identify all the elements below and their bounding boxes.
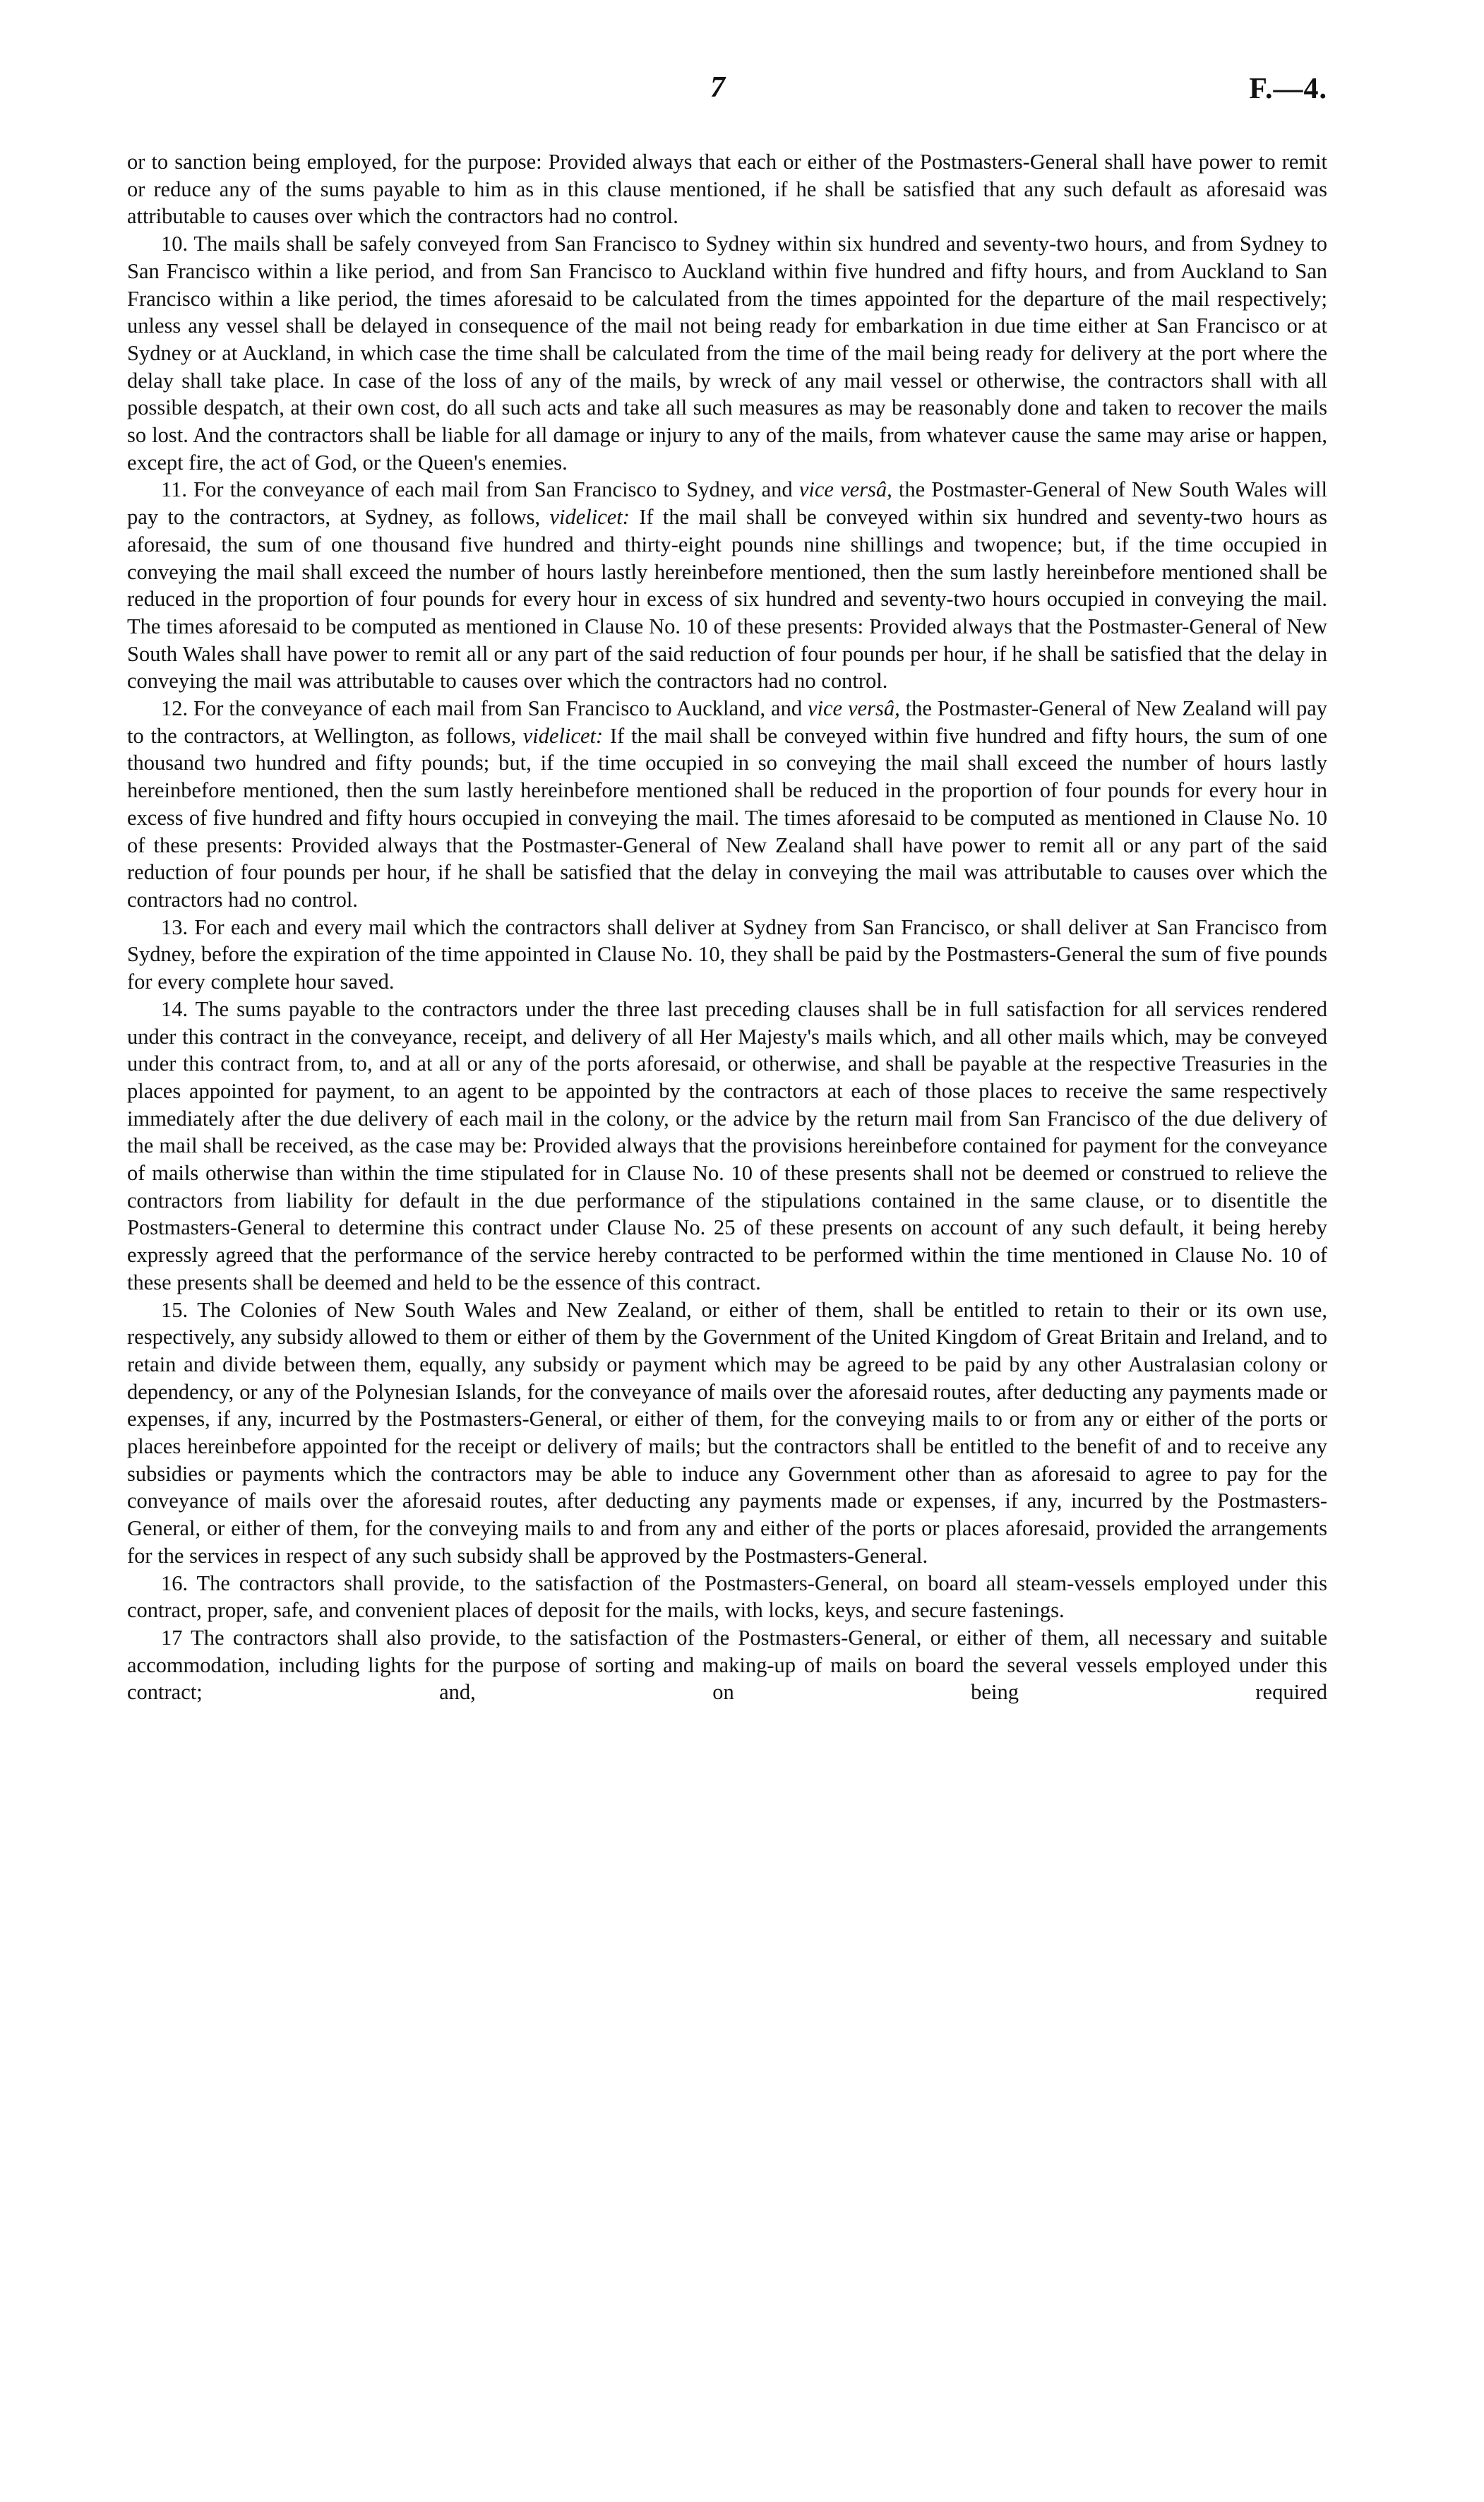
clause-text: The Colonies of New South Wales and New Zealand, or either of them, shall be entitled to retain to their or its own use, respectively, any subsidy allowed to them or either of them by the Government of the United Kingdom of Great Britain and Ireland, and to retain and divide between them, equally, any subsidy or payment which may be agreed to be paid by any other Australasian colony or dependency, or any of the Polynesian Islands, for the conveyance of mails over the aforesaid routes, after deducting any payments made or expenses, if any, incurred by the Postmasters-General, or either of them, for the conveying mails to or from any or either of the ports or places hereinbefore appointed for the receipt or delivery of mails; but the contractors shall be entitled to the benefit of and to receive any subsidies or payments which the contractors may be able to induce any Government other than as aforesaid to agree to pay for the conveyance of mails over the aforesaid routes, after deducting any payments made or expenses, if any, incurred by the Postmasters-General, or either of them, for the conveying mails to and from any and either of the ports or places aforesaid, provided the arrangements for the services in respect of any such subsidy shall be approved by the Postmasters-General. [127, 1297, 1327, 1568]
page-header [127, 71, 1327, 148]
clause-text: The contractors shall provide, to the satisfaction of the Postmasters-General, on board all steam-vessels employed under this contract, proper, safe, and convenient places of deposit for the mails, with locks, keys, and secure fastenings. [127, 1571, 1327, 1623]
clause-17 [127, 1624, 1327, 1706]
clause-text: For each and every mail which the contractors shall deliver at Sydney from San Francisco, or shall deliver at San Francisco from Sydney, before the expiration of the time appointed in Clause No. 10, they shall be paid by the Postmasters-General the sum of five pounds for every complete hour saved. [127, 915, 1327, 994]
clause-13 [127, 914, 1327, 996]
latin-term: videlicet: [522, 723, 604, 748]
body-text [127, 148, 1327, 1706]
clause-number: 16. [161, 1571, 189, 1595]
latin-term: vice versâ, [798, 477, 892, 502]
clause-15 [127, 1297, 1327, 1570]
clause-text: The mails shall be safely conveyed from San Francisco to Sydney within six hundred and seventy-two hours, and from Sydney to San Francisco within a like period, and from San Francisco to Auckland within five hundred and fifty hours, and from Auckland to San Francisco within a like period, the times aforesaid to be calculated from the times appointed for the departure of the mail respectively; unless any vessel shall be delayed in consequence of the mail not being ready for embarkation in due time either at San Francisco or at Sydney or at Auckland, in which case the time shall be calculated from the time of the mail being ready for delivery at the port where the delay shall take place. In case of the loss of any of the mails, by wreck of any mail vessel or otherwise, the contractors shall with all possible despatch, at their own cost, do all such acts and take all such measures as may be reasonably done and taken to recover the mails so lost. And the contractors shall be liable for all damage or injury to any of the mails, from whatever cause the same may arise or happen, except fire, the act of God, or the Queen's enemies. [127, 232, 1327, 475]
clause-14 [127, 996, 1327, 1297]
clause-number: 15. [161, 1297, 189, 1322]
clause-number: 12. [161, 696, 189, 721]
clause-12 [127, 695, 1327, 914]
clause-text: The contractors shall also provide, to the satisfaction of the Postmasters-General, or either of them, all necessary and suitable accommodation, including lights for the purpose of sorting and making-up of mails on board the several vessels employed under this contract; and, on being required [127, 1625, 1327, 1705]
latin-term: vice versâ, [808, 696, 900, 721]
clause-number: 10. [161, 232, 189, 256]
clause-16 [127, 1570, 1327, 1624]
clause-text: If the mail shall be conveyed within five hundred and fifty hours, the sum of one thousand two hundred and fifty pounds; but, if the time occupied in so conveying the mail shall exceed the number of hours lastly hereinbefore mentioned, then the sum lastly hereinbefore mentioned shall be reduced in the proportion of four pounds for every hour in excess of five hundred and fifty hours occupied in conveying the mail. The times aforesaid to be computed as mentioned in Clause No. 10 of these presents: Provided always that the Postmaster-General of New Zealand shall have power to remit all or any part of the said reduction of four pounds per hour, if he shall be satisfied that the delay in conveying the mail was attributable to causes over which the contractors had no control. [127, 723, 1327, 912]
paragraph-continued [127, 148, 1327, 230]
clause-text: The sums payable to the contractors under the three last preceding clauses shall be in full satisfaction for all services rendered under this contract in the conveyance, receipt, and delivery of all Her Majesty's mails which, and all other mails which, may be conveyed under this contract from, to, and at all or any of the ports aforesaid, or otherwise, and shall be payable at the respective Treasuries in the places appointed for payment, to an agent to be appointed by the contractors at each of those places to receive the same respectively immediately after the due delivery of each mail in the colony, or the advice by the return mail from San Francisco of the due delivery of the mail shall be received, as the case may be: Provided always that the provisions hereinbefore contained for payment for the conveyance of mails otherwise than within the time stipulated for in Clause No. 10 of these presents shall not be deemed or construed to relieve the contractors from liability for default in the due performance of the stipulations contained in the same clause, or to disentitle the Postmasters-General to determine this contract under Clause No. 25 of these presents on account of any such default, it being hereby expressly agreed that the performance of the service hereby contracted to be performed within the time mentioned in Clause No. 10 of these presents shall be deemed and held to be the essence of this contract. [127, 996, 1327, 1294]
clause-11 [127, 476, 1327, 695]
clause-text: the Postmaster-General of New South Wales will pay to the contractors, at Sydney, as follows, [127, 477, 1327, 530]
clause-number: 14. [161, 996, 189, 1021]
clause-text: If the mail shall be conveyed within six hundred and seventy-two hours as aforesaid, the sum of one thousand five hundred and thirty-eight pounds nine shillings and twopence; but, if the time occupied in conveying the mail shall exceed the number of hours lastly hereinbefore mentioned, then the sum lastly hereinbefore mentioned shall be reduced in the proportion of four pounds for every hour in excess of six hundred and seventy-two hours occupied in conveying the mail. The times aforesaid to be computed as mentioned in Clause No. 10 of these presents: Provided always that the Postmaster-General of New South Wales shall have power to remit all or any part of the said reduction of four pounds per hour, if he shall be satisfied that the delay in conveying the mail was attributable to causes over which the contractors had no control. [127, 505, 1327, 693]
clause-text: For the conveyance of each mail from San Francisco to Sydney, and [193, 477, 799, 502]
document-page [127, 71, 1327, 1706]
page-number: 7 [710, 71, 725, 104]
clause-text: For the conveyance of each mail from San Francisco to Auckland, and [193, 696, 808, 721]
clause-number: 11. [161, 477, 187, 502]
clause-number: 13. [161, 915, 189, 939]
clause-text: the Postmaster-General of New Zealand will pay to the contractors, at Wellington, as follows, [127, 696, 1328, 748]
clause-10 [127, 230, 1327, 476]
latin-term: videlicet: [549, 505, 630, 530]
paragraph-text: or to sanction being employed, for the purpose: Provided always that each or either of the Postmasters-General shall have power to remit or reduce any of the sums payable to him as in this clause mentioned, if he shall be satisfied that any such default as aforesaid was attributable to causes over which the contractors had no control. [127, 150, 1327, 229]
document-reference: F.—4. [1249, 73, 1327, 105]
clause-number: 17 [161, 1625, 183, 1650]
